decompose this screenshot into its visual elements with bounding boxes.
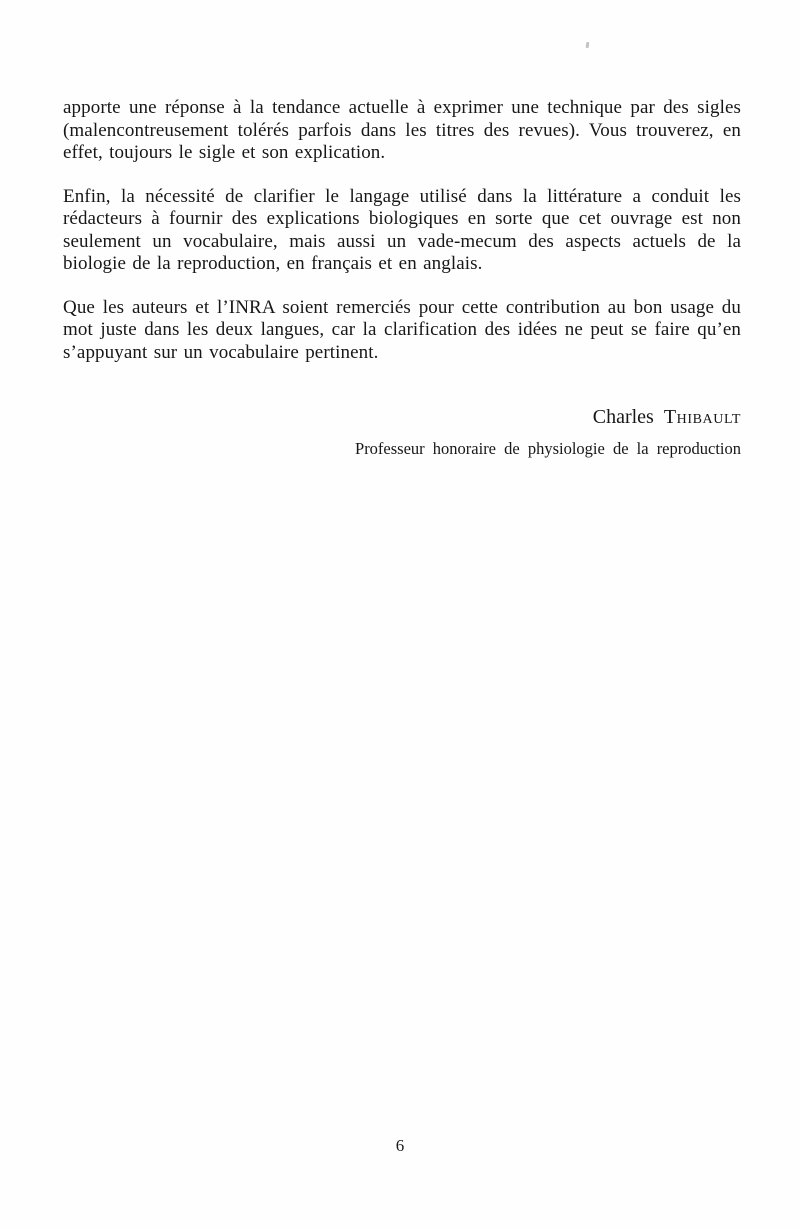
paragraph-clarifier-langage: Enfin, la nécessité de clarifier le langage utilisé dans la littérature a conduit les rédacteurs à fournir des explications biologiques en sorte que cet ouvrage est non seulement un vocabulaire, mais aussi un vade-mecum des aspects actuels de la biologie de la reproduction, en français et en anglais. bbox=[63, 185, 741, 274]
paragraph-remerciements: Que les auteurs et l’INRA soient remerciés pour cette contribution au bon usage du mot juste dans les deux langues, car la clarification des idées ne peut se faire qu’en s’appuyant sur un vocabulaire pertinent. bbox=[63, 296, 741, 363]
preface-text-block bbox=[63, 97, 741, 458]
page-number: 6 bbox=[395, 1136, 405, 1155]
paragraph-sigles: apporte une réponse à la tendance actuelle à exprimer une technique par des sigles (malencontreusement tolérés parfois dans les titres des revues). Vous trouverez, en effet, toujours le sigle et son explication. bbox=[63, 97, 741, 163]
scan-artifact-speck bbox=[586, 42, 590, 48]
author-first-name: Charles bbox=[592, 406, 664, 428]
author-last-name: Thibault bbox=[663, 406, 741, 428]
author-title: Professeur honoraire de physiologie de la reproduction bbox=[355, 439, 741, 458]
signature-block bbox=[63, 406, 741, 458]
author-name bbox=[63, 406, 741, 429]
